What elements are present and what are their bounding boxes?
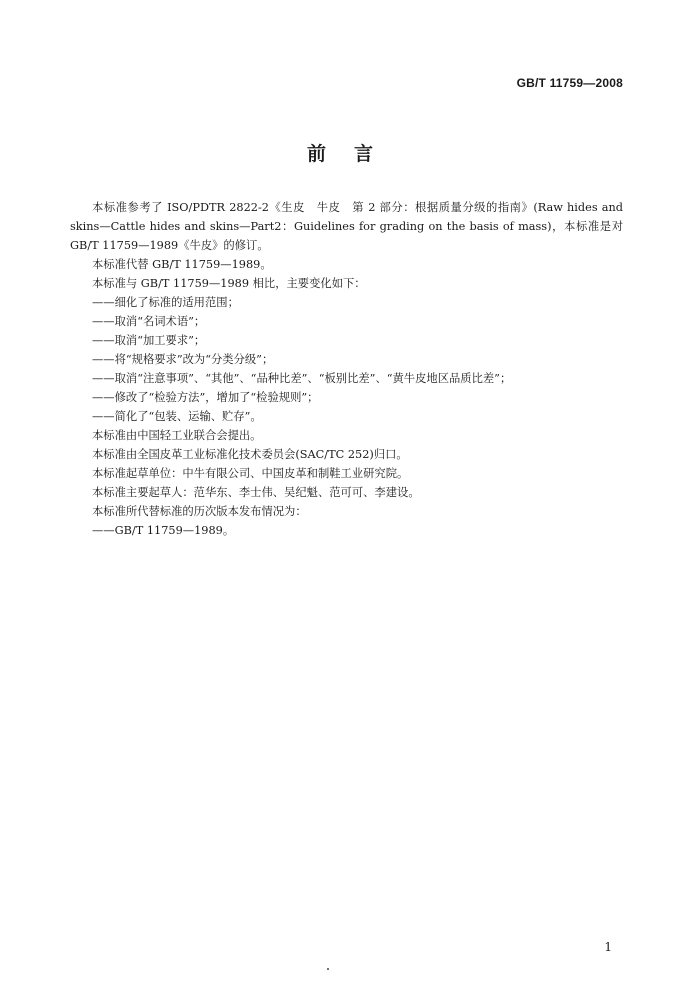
- change-item: ——简化了“包装、运输、贮存”。: [92, 410, 262, 423]
- history-item: ——GB/T 11759—1989。: [92, 524, 235, 537]
- history-intro: 本标准所代替标准的历次版本发布情况为：: [92, 505, 307, 518]
- change-item: ——取消“加工要求”；: [92, 334, 206, 347]
- scan-dot: [327, 968, 329, 970]
- main-drafters: 本标准主要起草人：范华东、李士伟、吴纪魁、范可可、李建设。: [92, 486, 420, 499]
- change-item: ——修改了“检验方法”，增加了“检验规则”；: [92, 391, 319, 404]
- page-title: 前言: [306, 143, 401, 165]
- changes-intro: 本标准与 GB/T 11759—1989 相比，主要变化如下：: [92, 277, 366, 290]
- standard-code: GB/T 11759—2008: [516, 76, 623, 90]
- page-number: 1: [604, 940, 612, 954]
- reference-paragraph: 本标准参考了 ISO/PDTR 2822-2《生皮 牛皮 第 2 部分：根据质量分级的指南》(Raw hides and skins—Cattle hides and skins—Part2：Guidelines for grading on the basis of mass)，本标准是对 GB/T 11759—1989《牛皮》的修订。: [70, 201, 623, 252]
- change-item: ——取消“名词术语”；: [92, 315, 206, 328]
- drafting-units: 本标准起草单位：中牛有限公司、中国皮革和制鞋工业研究院。: [92, 467, 409, 480]
- change-item: ——细化了标准的适用范围；: [92, 296, 239, 309]
- change-item: ——将“规格要求”改为“分类分级”；: [92, 353, 274, 366]
- foreword-body: [70, 198, 623, 540]
- change-item: ——取消“注意事项”、“其他”、“品种比差”、“板别比差”、“黄牛皮地区品质比差”；: [92, 372, 512, 385]
- committee-statement: 本标准由全国皮革工业标准化技术委员会(SAC/TC 252)归口。: [92, 448, 408, 461]
- proposer-statement: 本标准由中国轻工业联合会提出。: [92, 429, 262, 442]
- replacement-statement: 本标准代替 GB/T 11759—1989。: [92, 258, 272, 271]
